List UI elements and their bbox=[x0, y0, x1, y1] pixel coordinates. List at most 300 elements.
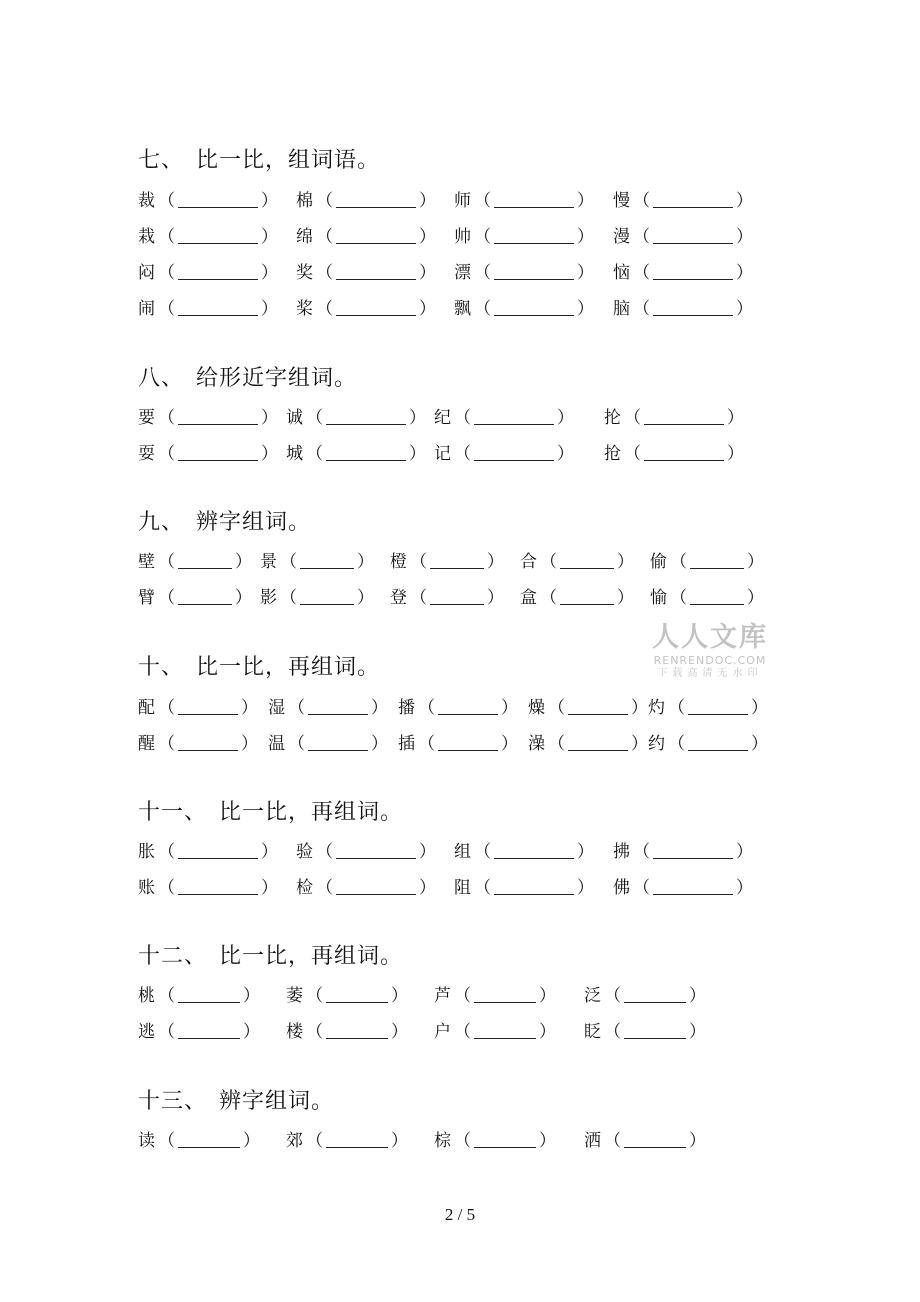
paren-close: ） bbox=[409, 444, 426, 464]
paren-close: ） bbox=[243, 1131, 260, 1151]
character: 温 bbox=[268, 734, 285, 754]
answer-blank[interactable] bbox=[336, 844, 416, 859]
character: 诚 bbox=[286, 408, 303, 428]
watermark-domain: RENRENDOC.COM bbox=[653, 654, 767, 667]
paren-close: ） bbox=[241, 734, 258, 754]
section-13-heading: 十三、 辨字组词。 bbox=[138, 1089, 335, 1114]
paren-open: （ bbox=[158, 1022, 175, 1042]
answer-blank[interactable] bbox=[438, 700, 498, 715]
paren-open: （ bbox=[158, 227, 175, 247]
paren-close: ） bbox=[261, 842, 278, 862]
word-item bbox=[260, 587, 377, 609]
paren-open: （ bbox=[604, 986, 621, 1006]
section-12-row bbox=[138, 1021, 778, 1043]
paren-open: （ bbox=[454, 408, 471, 428]
paren-close: ） bbox=[357, 552, 374, 572]
word-item bbox=[613, 877, 756, 899]
character: 裁 bbox=[138, 191, 155, 211]
paren-open: （ bbox=[540, 588, 557, 608]
paren-close: ） bbox=[243, 986, 260, 1006]
paren-open: （ bbox=[158, 588, 175, 608]
word-item bbox=[286, 985, 411, 1007]
character: 闷 bbox=[138, 263, 155, 283]
word-item bbox=[584, 985, 709, 1007]
word-item bbox=[268, 697, 391, 719]
answer-blank[interactable] bbox=[430, 554, 484, 569]
paren-open: （ bbox=[474, 263, 491, 283]
paren-open: （ bbox=[668, 734, 685, 754]
paren-open: （ bbox=[158, 299, 175, 319]
word-item bbox=[390, 551, 507, 573]
paren-open: （ bbox=[306, 1022, 323, 1042]
paren-open: （ bbox=[604, 1131, 621, 1151]
character: 读 bbox=[138, 1131, 155, 1151]
paren-close: ） bbox=[235, 588, 252, 608]
answer-blank[interactable] bbox=[326, 988, 388, 1003]
answer-blank[interactable] bbox=[653, 301, 733, 316]
section-13-row bbox=[138, 1130, 778, 1152]
section-9-heading: 九、 辨字组词。 bbox=[138, 510, 312, 535]
answer-blank[interactable] bbox=[178, 880, 258, 895]
answer-blank[interactable] bbox=[178, 736, 238, 751]
paren-open: （ bbox=[158, 986, 175, 1006]
word-item bbox=[390, 587, 507, 609]
answer-blank[interactable] bbox=[308, 700, 368, 715]
character: 脑 bbox=[613, 299, 630, 319]
answer-blank[interactable] bbox=[624, 988, 686, 1003]
paren-open: （ bbox=[316, 878, 333, 898]
answer-blank[interactable] bbox=[494, 880, 574, 895]
paren-close: ） bbox=[751, 698, 768, 718]
answer-blank[interactable] bbox=[178, 410, 258, 425]
character: 萎 bbox=[286, 986, 303, 1006]
watermark-slogan: 下载高清无水印 bbox=[657, 668, 763, 679]
character: 棉 bbox=[296, 191, 313, 211]
answer-blank[interactable] bbox=[624, 1133, 686, 1148]
word-item bbox=[434, 443, 577, 465]
answer-blank[interactable] bbox=[300, 590, 354, 605]
character: 偷 bbox=[650, 552, 667, 572]
character: 楼 bbox=[286, 1022, 303, 1042]
paren-close: ） bbox=[727, 408, 744, 428]
answer-blank[interactable] bbox=[494, 193, 574, 208]
paren-close: ） bbox=[689, 1131, 706, 1151]
paren-open: （ bbox=[158, 1131, 175, 1151]
paren-close: ） bbox=[577, 299, 594, 319]
character: 桨 bbox=[296, 299, 313, 319]
answer-blank[interactable] bbox=[690, 590, 744, 605]
answer-blank[interactable] bbox=[560, 590, 614, 605]
word-item bbox=[613, 190, 756, 212]
answer-blank[interactable] bbox=[326, 1024, 388, 1039]
word-item bbox=[286, 443, 429, 465]
character: 恼 bbox=[613, 263, 630, 283]
answer-blank[interactable] bbox=[326, 1133, 388, 1148]
word-item bbox=[296, 841, 439, 863]
answer-blank[interactable] bbox=[624, 1024, 686, 1039]
character: 逃 bbox=[138, 1022, 155, 1042]
answer-blank[interactable] bbox=[644, 410, 724, 425]
word-item bbox=[260, 551, 377, 573]
character: 燥 bbox=[528, 698, 545, 718]
word-item bbox=[434, 1021, 559, 1043]
paren-close: ） bbox=[631, 698, 648, 718]
character: 盒 bbox=[520, 588, 537, 608]
word-item bbox=[650, 551, 767, 573]
paren-close: ） bbox=[419, 227, 436, 247]
character: 慢 bbox=[613, 191, 630, 211]
paren-close: ） bbox=[501, 698, 518, 718]
character: 醒 bbox=[138, 734, 155, 754]
section-7-row bbox=[138, 262, 778, 284]
answer-blank[interactable] bbox=[653, 880, 733, 895]
answer-blank[interactable] bbox=[688, 700, 748, 715]
paren-close: ） bbox=[409, 408, 426, 428]
paren-open: （ bbox=[410, 552, 427, 572]
answer-blank[interactable] bbox=[178, 229, 258, 244]
word-item bbox=[398, 733, 521, 755]
watermark-title: 人人文库 bbox=[652, 622, 768, 653]
paren-open: （ bbox=[418, 698, 435, 718]
answer-blank[interactable] bbox=[178, 844, 258, 859]
character: 洒 bbox=[584, 1131, 601, 1151]
section-11-row bbox=[138, 877, 778, 899]
paren-close: ） bbox=[487, 588, 504, 608]
paren-close: ） bbox=[391, 1131, 408, 1151]
word-item bbox=[613, 262, 756, 284]
answer-blank[interactable] bbox=[336, 193, 416, 208]
word-item bbox=[296, 877, 439, 899]
paren-open: （ bbox=[604, 1022, 621, 1042]
paren-close: ） bbox=[751, 734, 768, 754]
word-item bbox=[454, 877, 597, 899]
word-item bbox=[454, 190, 597, 212]
character: 账 bbox=[138, 878, 155, 898]
section-7-row bbox=[138, 226, 778, 248]
paren-open: （ bbox=[158, 408, 175, 428]
answer-blank[interactable] bbox=[336, 301, 416, 316]
word-item bbox=[584, 1130, 709, 1152]
word-item bbox=[296, 262, 439, 284]
word-item bbox=[520, 587, 637, 609]
answer-blank[interactable] bbox=[178, 554, 232, 569]
character: 抢 bbox=[604, 444, 621, 464]
section-7-heading: 七、 比一比，组词语。 bbox=[138, 148, 381, 173]
paren-close: ） bbox=[689, 1022, 706, 1042]
word-item bbox=[454, 298, 597, 320]
paren-open: （ bbox=[158, 842, 175, 862]
answer-blank[interactable] bbox=[326, 446, 406, 461]
paren-close: ） bbox=[501, 734, 518, 754]
paren-open: （ bbox=[158, 698, 175, 718]
word-item bbox=[286, 407, 429, 429]
paren-close: ） bbox=[689, 986, 706, 1006]
section-10-heading: 十、 比一比，再组词。 bbox=[138, 655, 381, 680]
paren-close: ） bbox=[557, 408, 574, 428]
answer-blank[interactable] bbox=[474, 988, 536, 1003]
word-item bbox=[138, 190, 281, 212]
paren-close: ） bbox=[419, 263, 436, 283]
paren-close: ） bbox=[539, 986, 556, 1006]
word-item bbox=[296, 298, 439, 320]
paren-open: （ bbox=[158, 878, 175, 898]
answer-blank[interactable] bbox=[336, 229, 416, 244]
character: 漂 bbox=[454, 263, 471, 283]
paren-close: ） bbox=[577, 227, 594, 247]
word-item bbox=[138, 298, 281, 320]
paren-close: ） bbox=[577, 263, 594, 283]
section-12-row bbox=[138, 985, 778, 1007]
answer-blank[interactable] bbox=[690, 554, 744, 569]
page-number: 2 / 5 bbox=[444, 1205, 476, 1224]
word-item bbox=[434, 407, 577, 429]
character: 约 bbox=[648, 734, 665, 754]
paren-close: ） bbox=[736, 842, 753, 862]
answer-blank[interactable] bbox=[178, 446, 258, 461]
answer-blank[interactable] bbox=[474, 1133, 536, 1148]
paren-close: ） bbox=[261, 878, 278, 898]
word-item bbox=[528, 697, 651, 719]
word-item bbox=[648, 697, 771, 719]
paren-open: （ bbox=[474, 299, 491, 319]
paren-open: （ bbox=[418, 734, 435, 754]
paren-close: ） bbox=[357, 588, 374, 608]
paren-open: （ bbox=[306, 986, 323, 1006]
character: 阻 bbox=[454, 878, 471, 898]
paren-open: （ bbox=[316, 263, 333, 283]
word-item bbox=[138, 841, 281, 863]
character: 闹 bbox=[138, 299, 155, 319]
character: 配 bbox=[138, 698, 155, 718]
paren-close: ） bbox=[419, 878, 436, 898]
answer-blank[interactable] bbox=[430, 590, 484, 605]
answer-blank[interactable] bbox=[178, 265, 258, 280]
answer-blank[interactable] bbox=[300, 554, 354, 569]
word-item bbox=[138, 985, 263, 1007]
word-item bbox=[584, 1021, 709, 1043]
character: 壁 bbox=[138, 552, 155, 572]
paren-close: ） bbox=[391, 1022, 408, 1042]
answer-blank[interactable] bbox=[653, 844, 733, 859]
paren-open: （ bbox=[306, 1131, 323, 1151]
paren-close: ） bbox=[261, 299, 278, 319]
answer-blank[interactable] bbox=[336, 880, 416, 895]
word-item bbox=[650, 587, 767, 609]
word-item bbox=[138, 262, 281, 284]
character: 泛 bbox=[584, 986, 601, 1006]
word-item bbox=[286, 1021, 411, 1043]
paren-close: ） bbox=[419, 299, 436, 319]
paren-open: （ bbox=[633, 878, 650, 898]
character: 耍 bbox=[138, 444, 155, 464]
paren-close: ） bbox=[747, 588, 764, 608]
word-item bbox=[613, 841, 756, 863]
character: 佛 bbox=[613, 878, 630, 898]
answer-blank[interactable] bbox=[178, 193, 258, 208]
paren-open: （ bbox=[548, 734, 565, 754]
paren-close: ） bbox=[261, 191, 278, 211]
answer-blank[interactable] bbox=[568, 700, 628, 715]
paren-close: ） bbox=[557, 444, 574, 464]
paren-open: （ bbox=[548, 698, 565, 718]
word-item bbox=[138, 877, 281, 899]
answer-blank[interactable] bbox=[688, 736, 748, 751]
character: 合 bbox=[520, 552, 537, 572]
word-item bbox=[138, 443, 281, 465]
word-item bbox=[138, 697, 261, 719]
paren-open: （ bbox=[158, 734, 175, 754]
answer-blank[interactable] bbox=[653, 193, 733, 208]
paren-open: （ bbox=[316, 299, 333, 319]
character: 组 bbox=[454, 842, 471, 862]
section-10-row bbox=[138, 733, 778, 755]
word-item bbox=[613, 226, 756, 248]
paren-close: ） bbox=[419, 842, 436, 862]
paren-open: （ bbox=[306, 408, 323, 428]
paren-close: ） bbox=[487, 552, 504, 572]
word-item bbox=[138, 407, 281, 429]
character: 飘 bbox=[454, 299, 471, 319]
character: 拂 bbox=[613, 842, 630, 862]
character: 绵 bbox=[296, 227, 313, 247]
answer-blank[interactable] bbox=[178, 301, 258, 316]
character: 播 bbox=[398, 698, 415, 718]
word-item bbox=[604, 443, 747, 465]
word-item bbox=[138, 1021, 263, 1043]
paren-open: （ bbox=[280, 552, 297, 572]
paren-open: （ bbox=[280, 588, 297, 608]
section-11-heading: 十一、 比一比，再组词。 bbox=[138, 800, 404, 825]
paren-close: ） bbox=[235, 552, 252, 572]
paren-open: （ bbox=[454, 1131, 471, 1151]
character: 奖 bbox=[296, 263, 313, 283]
character: 登 bbox=[390, 588, 407, 608]
character: 桃 bbox=[138, 986, 155, 1006]
paren-open: （ bbox=[474, 227, 491, 247]
answer-blank[interactable] bbox=[336, 265, 416, 280]
answer-blank[interactable] bbox=[474, 1024, 536, 1039]
paren-open: （ bbox=[316, 191, 333, 211]
paren-open: （ bbox=[633, 191, 650, 211]
paren-close: ） bbox=[539, 1131, 556, 1151]
character: 胀 bbox=[138, 842, 155, 862]
paren-close: ） bbox=[577, 878, 594, 898]
section-10-row bbox=[138, 697, 778, 719]
paren-close: ） bbox=[371, 698, 388, 718]
paren-open: （ bbox=[633, 299, 650, 319]
answer-blank[interactable] bbox=[178, 988, 240, 1003]
character: 户 bbox=[434, 1022, 451, 1042]
answer-blank[interactable] bbox=[326, 410, 406, 425]
character: 灼 bbox=[648, 698, 665, 718]
paren-close: ） bbox=[747, 552, 764, 572]
character: 芦 bbox=[434, 986, 451, 1006]
section-7-row bbox=[138, 298, 778, 320]
paren-open: （ bbox=[633, 227, 650, 247]
character: 检 bbox=[296, 878, 313, 898]
section-9-row bbox=[138, 551, 778, 573]
word-item bbox=[296, 226, 439, 248]
answer-blank[interactable] bbox=[560, 554, 614, 569]
character: 郊 bbox=[286, 1131, 303, 1151]
answer-blank[interactable] bbox=[178, 1133, 240, 1148]
paren-close: ） bbox=[391, 986, 408, 1006]
paren-close: ） bbox=[261, 263, 278, 283]
word-item bbox=[604, 407, 747, 429]
word-item bbox=[648, 733, 771, 755]
character: 栽 bbox=[138, 227, 155, 247]
character: 验 bbox=[296, 842, 313, 862]
paren-open: （ bbox=[454, 1022, 471, 1042]
answer-blank[interactable] bbox=[474, 410, 554, 425]
word-item bbox=[296, 190, 439, 212]
character: 漫 bbox=[613, 227, 630, 247]
paren-open: （ bbox=[540, 552, 557, 572]
answer-blank[interactable] bbox=[178, 590, 232, 605]
paren-open: （ bbox=[316, 227, 333, 247]
word-item bbox=[138, 733, 261, 755]
answer-blank[interactable] bbox=[644, 446, 724, 461]
answer-blank[interactable] bbox=[568, 736, 628, 751]
section-8-heading: 八、 给形近字组词。 bbox=[138, 366, 358, 391]
paren-open: （ bbox=[316, 842, 333, 862]
paren-close: ） bbox=[419, 191, 436, 211]
answer-blank[interactable] bbox=[494, 229, 574, 244]
word-item bbox=[434, 1130, 559, 1152]
section-12-heading: 十二、 比一比，再组词。 bbox=[138, 944, 404, 969]
paren-close: ） bbox=[736, 263, 753, 283]
paren-open: （ bbox=[158, 263, 175, 283]
answer-blank[interactable] bbox=[494, 265, 574, 280]
paren-close: ） bbox=[617, 552, 634, 572]
answer-blank[interactable] bbox=[178, 1024, 240, 1039]
answer-blank[interactable] bbox=[308, 736, 368, 751]
answer-blank[interactable] bbox=[653, 265, 733, 280]
paren-close: ） bbox=[261, 408, 278, 428]
word-item bbox=[138, 587, 255, 609]
answer-blank[interactable] bbox=[474, 446, 554, 461]
answer-blank[interactable] bbox=[494, 301, 574, 316]
word-item bbox=[454, 226, 597, 248]
character: 湿 bbox=[268, 698, 285, 718]
character: 要 bbox=[138, 408, 155, 428]
character: 抡 bbox=[604, 408, 621, 428]
paren-close: ） bbox=[736, 299, 753, 319]
character: 帅 bbox=[454, 227, 471, 247]
paren-close: ） bbox=[631, 734, 648, 754]
section-8-row bbox=[138, 407, 778, 429]
paren-close: ） bbox=[371, 734, 388, 754]
paren-close: ） bbox=[577, 191, 594, 211]
answer-blank[interactable] bbox=[494, 844, 574, 859]
word-item bbox=[454, 262, 597, 284]
answer-blank[interactable] bbox=[438, 736, 498, 751]
paren-open: （ bbox=[158, 191, 175, 211]
character: 记 bbox=[434, 444, 451, 464]
paren-close: ） bbox=[577, 842, 594, 862]
paren-close: ） bbox=[617, 588, 634, 608]
word-item bbox=[528, 733, 651, 755]
word-item bbox=[398, 697, 521, 719]
answer-blank[interactable] bbox=[653, 229, 733, 244]
answer-blank[interactable] bbox=[178, 700, 238, 715]
paren-close: ） bbox=[261, 444, 278, 464]
character: 澡 bbox=[528, 734, 545, 754]
paren-open: （ bbox=[474, 191, 491, 211]
character: 橙 bbox=[390, 552, 407, 572]
section-7-row bbox=[138, 190, 778, 212]
character: 眨 bbox=[584, 1022, 601, 1042]
